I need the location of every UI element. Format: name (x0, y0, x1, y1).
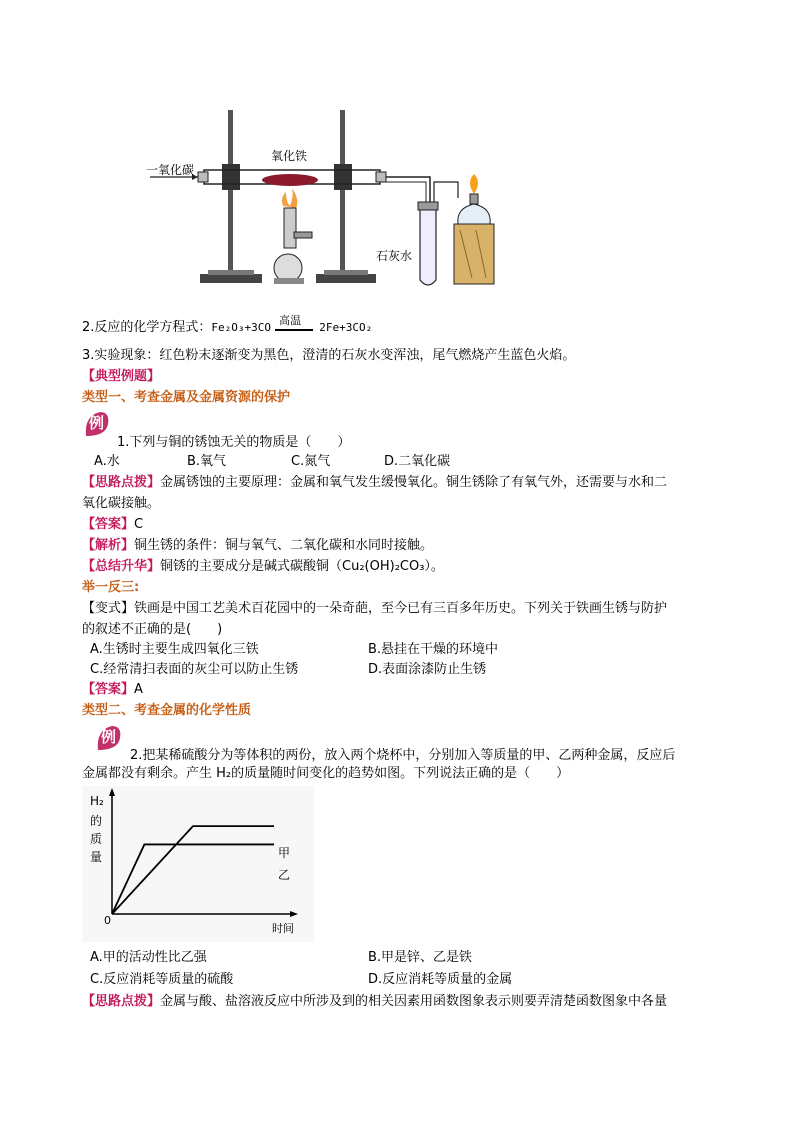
summary1-tag: 【总结升华】 (82, 559, 161, 574)
answer1 (82, 515, 143, 535)
series-label-yi: 乙 (278, 868, 291, 882)
hint1-line2: 氧化碳接触。 (82, 496, 161, 511)
q1-option-c: C.氮气 (291, 454, 331, 469)
series-line-0 (112, 826, 274, 914)
variant-line1 (82, 599, 667, 619)
q2-option-c: C.反应消耗等质量的硫酸 (90, 972, 234, 987)
variant-text: 铁画是中国工艺美术百花园中的一朵奇葩，至今已有三百多年历史。下列关于铁画生锈与防护 (134, 601, 668, 616)
condition-text: 高温 (279, 313, 302, 327)
typical-heading: 【典型例题】 (82, 369, 161, 384)
equation-left: Fe₂O₃+3CO (211, 321, 272, 334)
q1-option-a: A.水 (94, 454, 120, 469)
chart-ylabel-3: 质 (90, 832, 103, 846)
variant-option-a: A.生锈时主要生成四氧化三铁 (90, 642, 259, 657)
series-label-jia: 甲 (278, 846, 291, 860)
equation-line (82, 313, 373, 338)
equation-right: 2Fe+3CO₂ (319, 321, 373, 334)
q1-option-b: B.氧气 (187, 454, 227, 469)
q2-option-b: B.甲是锌、乙是铁 (368, 950, 473, 965)
type1-title: 类型一、考查金属及金属资源的保护 (82, 390, 291, 405)
answer1-tag: 【答案】 (82, 517, 135, 532)
q2-line2: 金属都没有剩余。产生 H₂的质量随时间变化的趋势如图。下列说法正确的是（ ） (82, 766, 570, 781)
y-axis-arrow (109, 788, 115, 796)
juyi-heading: 举一反三: (82, 580, 140, 595)
summary1-text: 铜锈的主要成分是碱式碳酸铜（Cu₂(OH)₂CO₃）。 (160, 559, 444, 574)
q2-line1: 2.把某稀硫酸分为等体积的两份，放入两个烧杯中，分别加入等质量的甲、乙两种金属，反应后 (130, 748, 676, 763)
chart-plot-area (82, 786, 314, 942)
x-axis-arrow (290, 911, 298, 917)
q2-option-d: D.反应消耗等质量的金属 (368, 972, 513, 987)
h2-mass-chart (82, 786, 314, 942)
hint2-tag: 【思路点拨】 (82, 994, 161, 1009)
q1-stem: 1.下列与铜的锈蚀无关的物质是（ ） (117, 435, 351, 450)
chart-origin: 0 (104, 914, 111, 927)
answer1-text: C (134, 517, 144, 532)
type2-title: 类型二、考查金属的化学性质 (82, 703, 252, 718)
hint2-line (82, 992, 667, 1012)
variant-option-d: D.表面涂漆防止生锈 (368, 662, 487, 677)
hint1-text: 金属锈蚀的主要原理：金属和氧气发生缓慢氧化。铜生锈除了有氧气外，还需要与水和二 (160, 475, 668, 490)
variant-tag: 【变式】 (82, 601, 135, 616)
hint1-tag: 【思路点拨】 (82, 475, 161, 490)
variant-option-c: C.经常清扫表面的灰尘可以防止生锈 (90, 662, 299, 677)
fe2o3-label: 氧化铁 (271, 149, 308, 163)
variant-line2: 的叙述不正确的是( ) (82, 622, 223, 637)
phenomenon-line: 3.实验现象：红色粉末逐渐变为黑色，澄清的石灰水变浑浊，尾气燃烧产生蓝色火焰。 (82, 348, 576, 363)
q1-option-d: D.二氧化碳 (384, 454, 451, 469)
explain1-text: 铜生锈的条件：铜与氧气、二氧化碳和水同时接触。 (134, 538, 434, 553)
hint1-line1 (82, 473, 667, 493)
example-badge-label-2: 例 (101, 728, 117, 746)
variant-option-b: B.悬挂在干燥的环境中 (368, 642, 499, 657)
answer-variant-tag: 【答案】 (82, 682, 135, 697)
chart-ylabel-4: 量 (90, 850, 103, 864)
chart-ylabel-2: 的 (90, 814, 103, 828)
answer-variant (82, 680, 143, 700)
summary1 (82, 557, 444, 577)
chart-ylabel-1: H₂ (90, 794, 104, 808)
explain1-tag: 【解析】 (82, 538, 135, 553)
co-reduction-apparatus (140, 108, 500, 292)
condition-bar (275, 329, 313, 331)
reaction-condition (275, 313, 315, 335)
hint2-text: 金属与酸、盐溶液反应中所涉及到的相关因素用函数图象表示则要弄清楚函数图象中各量 (160, 994, 668, 1009)
answer-variant-text: A (134, 682, 143, 697)
co-label: 一氧化碳 (146, 163, 195, 177)
equation-prefix: 2.反应的化学方程式： (82, 320, 212, 335)
series-line-1 (112, 844, 274, 914)
example-badge-label: 例 (89, 414, 105, 432)
q2-option-a: A.甲的活动性比乙强 (90, 950, 207, 965)
explain1 (82, 536, 433, 556)
chart-xlabel: 时间 (272, 922, 294, 935)
limewater-label: 石灰水 (376, 249, 413, 263)
